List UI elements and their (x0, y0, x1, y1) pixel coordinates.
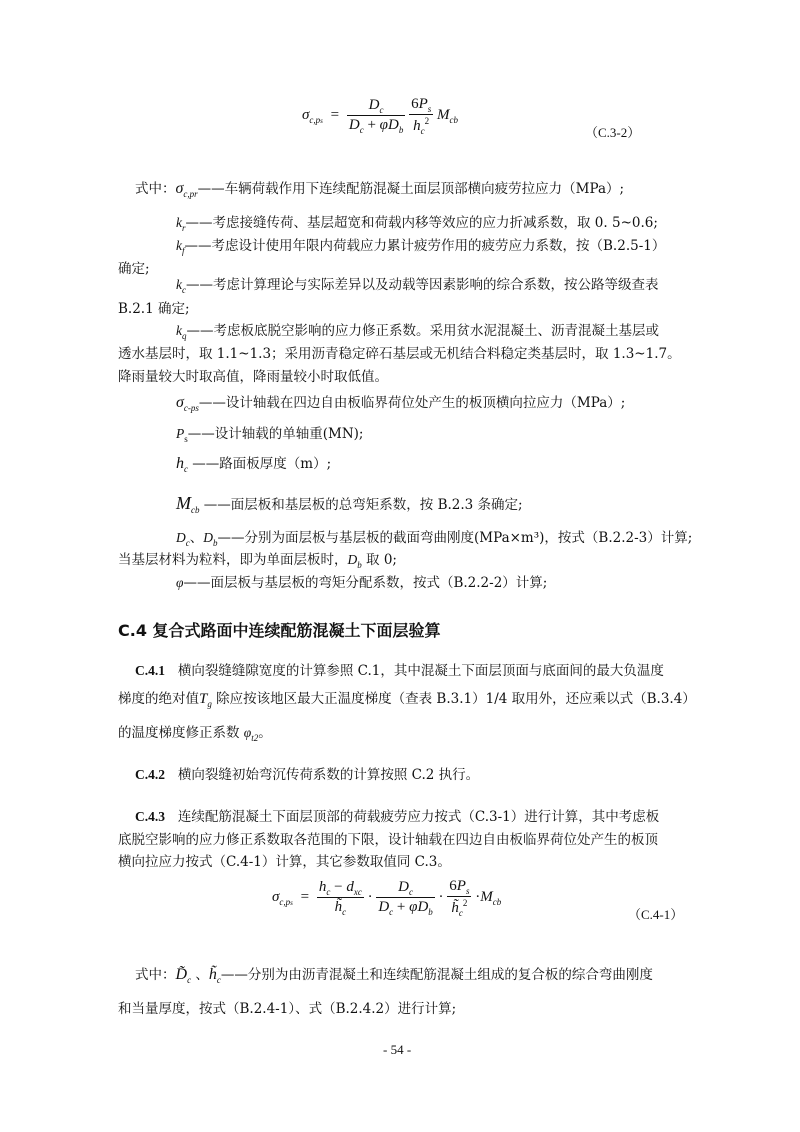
def-sigma-ps: $\sigma_{c-ps}——$设计轴载在四边自由板临界荷位处产生的板顶横向拉应力（MPa）; (176, 394, 626, 413)
def-composite: 式中：$D̃_c$ 、$h̃_c——$分别为由沥青混凝土和连续配筋混凝土组成的复合板的综合弯曲刚度 (135, 966, 653, 985)
def-kf: $k_f——$考虑设计使用年限内荷载应力累计疲劳作用的疲劳应力系数，按（B.2.5-1） (176, 238, 666, 256)
def-sigma-pr: 式中：$\sigma_{c,pr}——$车辆荷载作用下连续配筋混凝土面层顶部横向疲劳拉应力（MPa）; (135, 180, 625, 199)
def-prefix: 式中： (135, 181, 176, 197)
def-dc-db: $D_c$、$D_b——$分别为面层板与基层板的截面弯曲刚度(MPa×m³)，按式（B.2.2-3）计算; (176, 530, 693, 548)
def-kq-cont2: 降雨量较大时取高值，降雨量较小时取低值。 (118, 369, 388, 385)
def-composite-cont: 和当量厚度，按式（B.2.4-1）、式（B.2.4.2）进行计算; (118, 1001, 457, 1017)
section-title: C.4 复合式路面中连续配筋混凝土下面层验算 (118, 621, 441, 640)
c43-line2: 底脱空影响的应力修正系数取各范围的下限，设计轴载在四边自由板临界荷位处产生的板顶 (118, 832, 658, 848)
c41-line2: 梯度的绝对值$T_g$ 除应按该地区最大正温度梯度（查表 B.3.1）1/4 取用外，还应乘以式（B.3.4） (118, 691, 696, 709)
def-kq: $k_q——$考虑板底脱空影响的应力修正系数。采用贫水泥混凝土、沥青混凝土基层或 (176, 323, 659, 341)
c43-line1: C.4.3 连续配筋混凝土下面层顶部的荷载疲劳应力按式（C.3-1）进行计算，其中考虑板 (135, 809, 660, 825)
def-kf-cont: 确定; (118, 261, 150, 277)
def-sigma-pr-text: ——车辆荷载作用下连续配筋混凝土面层顶部横向疲劳拉应力（MPa）; (197, 181, 625, 197)
equation-c4-1: $\sigma_{c,ps}$ = $\frac{h_c - d_{xc}}{h̃_c}$ · $\frac{D_c}{D_c + \varphi D_b}$ · $\frac{6P_s}{h̃_c^2}$ $\cdot M_{cb}$ (272, 878, 502, 918)
def-dc-db-cont: 当基层材料为粒料，即为单面层板时，$D_b$ 取 0; (118, 552, 397, 570)
c41-line1: C.4.1 横向裂缝缝隙宽度的计算参照 C.1，其中混凝土下面层顶面与底面间的最大负温度 (135, 663, 664, 679)
equation-c4-1-number: （C.4-1） (628, 907, 684, 922)
def-kc: $k_c——$考虑计算理论与实际差异以及动载等因素影响的综合系数，按公路等级查表 (176, 277, 659, 295)
c42-line: C.4.2 横向裂缝初始弯沉传荷系数的计算按照 C.2 执行。 (135, 767, 480, 783)
def-kq-cont1: 透水基层时，取 1.1~1.3；采用沥青稳定碎石基层或无机结合料稳定类基层时，取 1.3~1.7。 (118, 346, 681, 362)
equation-c3-2: $\sigma_{c,ps}$ = $\frac{D_c}{D_c + \varphi D_b}$ $\frac{6P_s}{h_c^2}$ $M_{cb}$ (302, 96, 458, 136)
c41-label: C.4.1 (135, 663, 165, 678)
page-number: - 54 - (383, 1042, 412, 1057)
def-mcb: $M_{cb}$ ——面层板和基层板的总弯矩系数，按 B.2.3 条确定; (176, 493, 523, 515)
def-phi: φ——面层板与基层板的弯矩分配系数，按式（B.2.2-2）计算; (176, 575, 548, 591)
c43-line3: 横向拉应力按式（C.4-1）计算，其它参数取值同 C.3。 (118, 854, 451, 870)
c43-label: C.4.3 (135, 809, 165, 824)
def-kc-cont: B.2.1 确定; (118, 301, 190, 317)
c41-line3: 的温度梯度修正系数 $\varphi_{t2}$。 (118, 725, 272, 743)
equation-c3-2-number: （C.3-2） (585, 125, 641, 140)
def-kr: $k_r——$考虑接缝传荷、基层超宽和荷载内移等效应的应力折减系数，取 0. 5~0.6; (176, 215, 658, 233)
def-hc: $h_c$ ——路面板厚度（m）; (176, 455, 332, 474)
c42-label: C.4.2 (135, 767, 165, 782)
def-ps: $P_s——$设计轴载的单轴重(MN); (176, 426, 364, 444)
